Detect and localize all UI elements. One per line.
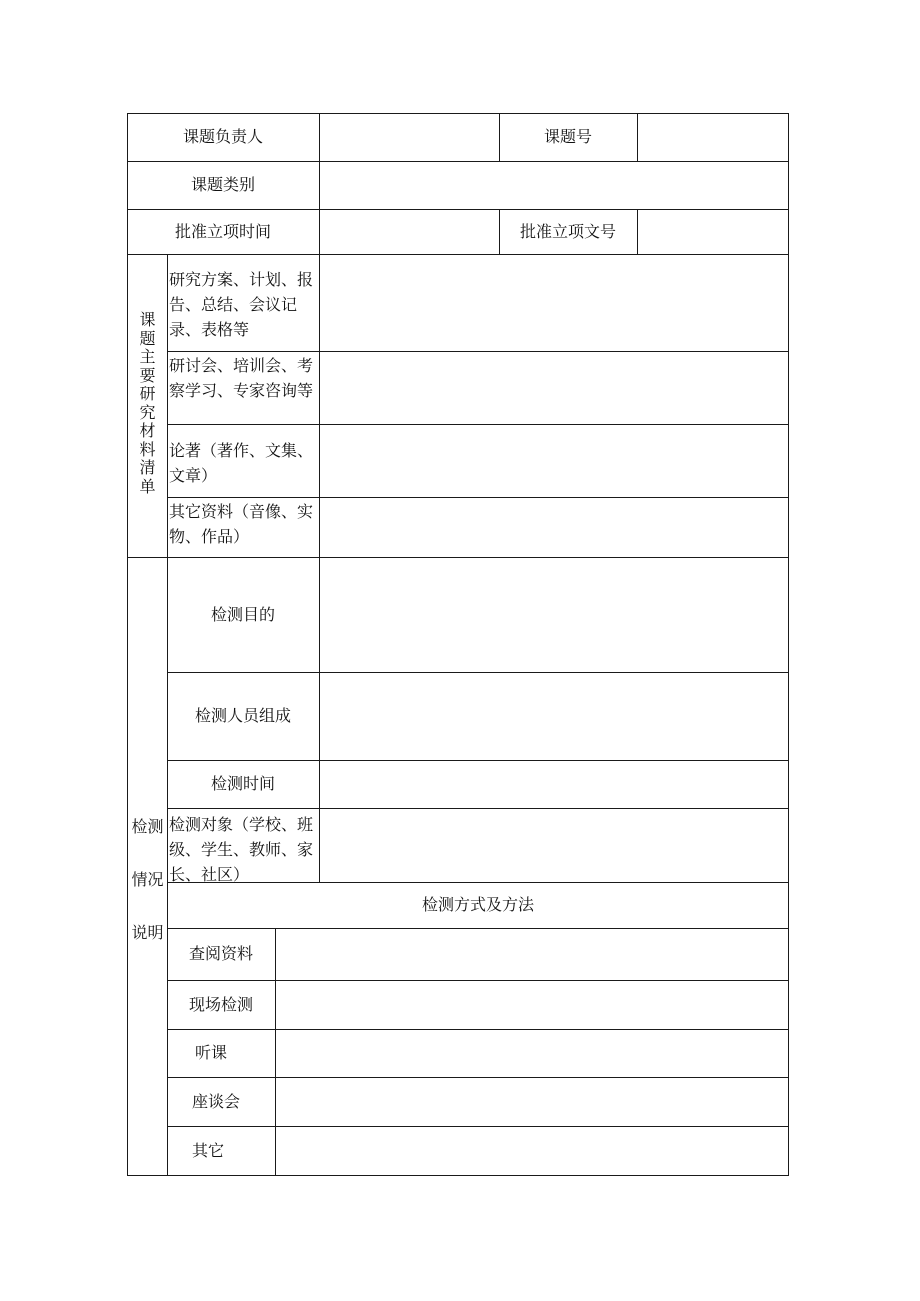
material-plan-label: 研究方案、计划、报告、总结、会议记录、表格等 [169,270,314,339]
border-bottom [127,1175,789,1176]
time-label: 检测时间 [210,774,275,793]
methods-title: 检测方式及方法 [421,895,534,914]
inspection-section-label [128,819,167,941]
inspection-form [127,113,789,1176]
staff-label: 检测人员组成 [194,706,291,725]
object-field[interactable] [320,809,788,882]
border-left [127,113,128,1176]
method-other-field[interactable] [276,1127,788,1175]
category-label: 课题类别 [190,175,255,194]
method-lecture-label: 听课 [194,1043,227,1062]
method-onsite-field[interactable] [276,981,788,1029]
approval-doc-label: 批准立项文号 [519,221,616,241]
method-forum-field[interactable] [276,1078,788,1126]
section-char: 题 [139,328,156,348]
material-other-label: 其它资料（音像、实物、作品） [169,502,314,546]
section-char: 课 [139,310,156,329]
purpose-field[interactable] [320,558,788,672]
material-plan-field[interactable] [320,255,788,351]
materials-section-label [128,311,167,496]
section-char: 究 [139,402,156,422]
material-writings-field[interactable] [320,425,788,497]
approval-time-field[interactable] [320,210,499,254]
section-char: 主 [139,347,156,366]
section-char: 料 [139,439,156,459]
material-seminar-label: 研讨会、培训会、考察学习、专家咨询等 [169,356,314,400]
material-writings-label: 论著（著作、文集、文章） [169,441,314,485]
object-label: 检测对象（学校、班级、学生、教师、家长、社区） [169,815,314,882]
section-char: 研 [139,384,156,403]
section-line: 说明 [131,923,164,942]
material-other-field[interactable] [320,498,788,557]
approval-doc-field[interactable] [638,210,788,254]
section-line: 情况 [131,870,164,889]
purpose-label: 检测目的 [210,604,275,624]
leader-label: 课题负责人 [182,127,263,146]
project-number-label: 课题号 [543,127,592,146]
method-review-label: 查阅资料 [188,944,253,963]
staff-field[interactable] [320,673,788,760]
section-char: 材 [139,421,156,440]
section-char: 清 [139,458,156,477]
method-other-label: 其它 [191,1140,224,1160]
approval-time-label: 批准立项时间 [174,221,271,241]
category-field[interactable] [320,162,788,209]
time-field[interactable] [320,761,788,808]
method-forum-label: 座谈会 [191,1091,240,1111]
section-char: 要 [139,365,156,385]
method-lecture-field[interactable] [276,1030,788,1077]
border-right [788,113,789,1176]
section-char: 单 [139,476,156,496]
leader-field[interactable] [320,114,499,161]
method-onsite-label: 现场检测 [188,994,253,1014]
material-seminar-field[interactable] [320,352,788,424]
project-number-field[interactable] [638,114,788,161]
section-line: 检测 [131,817,164,836]
method-review-field[interactable] [276,929,788,980]
